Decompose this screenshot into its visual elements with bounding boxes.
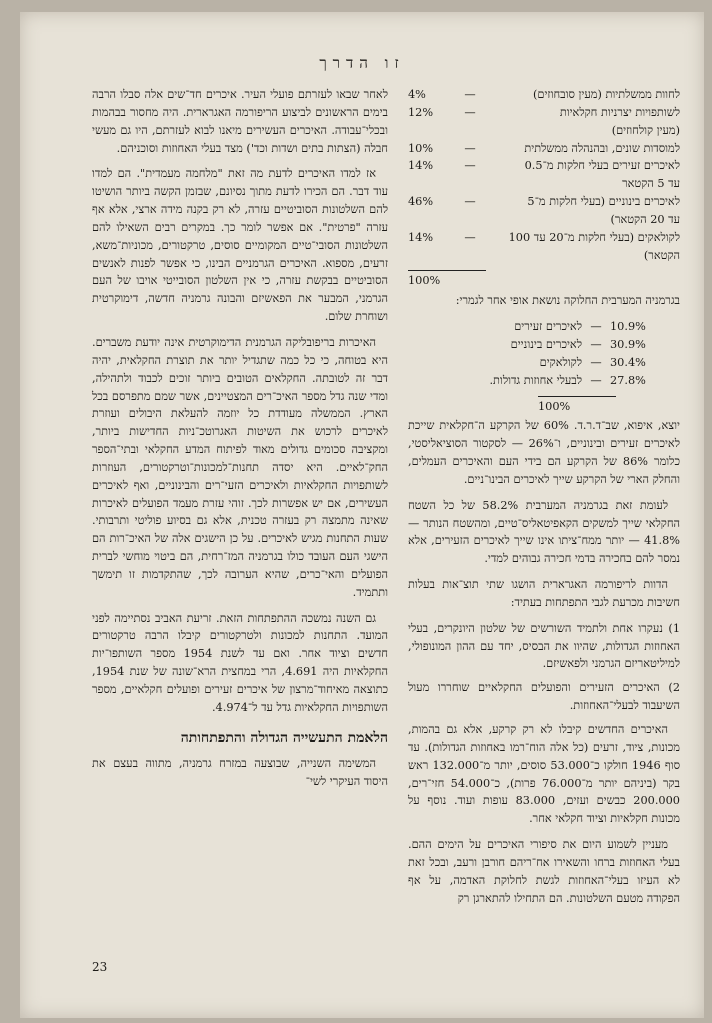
dash: — xyxy=(464,230,476,244)
comparison-label: לאיכרים זעירים xyxy=(514,320,582,334)
dash: — xyxy=(464,88,476,101)
comparison-label: לקולאקים xyxy=(539,355,582,369)
allocation-percent: 10% xyxy=(408,141,434,155)
allocation-row xyxy=(408,86,680,104)
dash: — xyxy=(464,105,476,119)
body-paragraph: יוצא, איפוא, שב־ד.ר.ד. 60% של הקרקע ה־חקלאית שייכת לאיכרים זעירים ובינוניים, ו־26% — לסקטור הסוציאליסטי, כלומר 86% של הקרקע הם בידי העם והאיכרים העמלים, והחלק הארי של הקרקע שייך לאיכרים הבינו־ניים. xyxy=(408,419,680,486)
numbered-item: 1) נעקרו אחת ולתמיד השורשים של שלטון היונקרים, בעלי האחוזות הגדולות, שהיוו את הבסיס, יחד עם ההון המונופולי, למיליטאריזם הגרמני ולפאשיזם. xyxy=(408,621,680,671)
comparison-percent: 30.9% xyxy=(610,337,646,351)
allocation-note: (מעין סובחוזים) xyxy=(533,88,602,101)
allocation-row xyxy=(408,104,680,122)
comparison-row: 30.9% — לאיכרים בינוניים xyxy=(408,336,680,354)
allocation-percent: 12% xyxy=(408,105,434,119)
comparison-row: 10.9% — לאיכרים זעירים xyxy=(408,318,680,336)
allocation-row xyxy=(408,229,680,247)
allocation-label: לשותפויות יצרניות חקלאיות xyxy=(559,105,680,119)
allocation-percent: 14% xyxy=(408,230,434,244)
body-paragraph: האיכרים החדשים קיבלו לא רק קרקע, אלא גם בהמות, מכונות, ציוד, זרעים (כל אלה הוח־רמו באחוזות הגדולות). עד סוף 1946 חולקו כ־53.000 סוסים, יותר מ־132.000 ראש בקר (ביניהם יותר מ־76.000 פרות), כ־54.000 חזי־רים, 200.000 כבשים ועזים, 83.000 עופות ועוד. נוסף על מכונות חקלאיות וציוד חקלאי אחר. xyxy=(408,723,680,826)
comparison-percent: 27.8% xyxy=(610,373,646,387)
comparison-table xyxy=(408,318,680,417)
right-column xyxy=(408,86,680,915)
dash: — xyxy=(464,195,476,209)
comparison-row: 27.8% — לבעלי אחוזות גדולות. xyxy=(408,372,680,390)
allocation-total: 100% xyxy=(408,270,486,290)
dash: — xyxy=(464,159,476,173)
allocation-continuation: עד 5 הקטאר xyxy=(622,177,680,191)
comparison-total: 100% xyxy=(538,396,616,416)
allocation-label: לחוות ממשלתיות xyxy=(605,88,680,101)
comparison-row: 30.4% — לקולאקים xyxy=(408,354,680,372)
section-heading: הלאמת התעשייה הגדולה והתפתחותה xyxy=(180,729,388,746)
allocation-row xyxy=(408,193,680,211)
allocation-continuation: הקטאר) xyxy=(643,248,680,262)
numbered-item: 2) האיכרים הזעירים והפועלים החקלאיים שוחררו מעול השיעבוד לבעלי־האחוזות. xyxy=(408,681,680,713)
body-paragraph: המשימה השנייה, שבוצעה במזרח גרמניה, מתווה בעצם את היסוד העיקרי לשי־ xyxy=(92,756,388,788)
body-paragraph: גם השנה נמשכה ההתפתחות הזאת. זריעת האביב נסתיימה לפני המועד. התחנות למכונות ולטרקטורים קיבלו הרבה טרקטורים חדשים וציוד אחר. ואם עד לשנת 1954 מספר השותפו־יות החקלאיות היה 4.691, הרי במחצית הרא־שונה של שנת 1954, כתוצאה מאיחוד־מרצון של איכרים זעירים ופועלים חקלאיים, מספר השותפויות החקלאיות גדל עד ל־4.974. xyxy=(92,611,388,714)
allocation-label: לאיכרים זעירים בעלי חלקות מ־0.5 xyxy=(524,159,680,173)
comparison-percent: 10.9% xyxy=(610,320,646,334)
running-header: זו הדרך xyxy=(319,54,405,72)
body-paragraph: לעומת זאת בגרמניה המערבית 58.2% של כל השטח החקלאי שייך למשקים הקאפיטאליס־טיים, ומהשטח הנותר — 41.8% — יותר ממח־ציתו אינו שייך לאיכרים הזעירים, אלא נמסר להם בחכירה בדמי חכירה גבוהים למדי. xyxy=(408,498,680,566)
body-paragraph: מעניין לשמוע היום את סיפורי האיכרים על הימים ההם. בעלי האחוזות ברחו והשאירו אח־ריהם חורבן ורעב, ובכל זאת לא העיזו בעלי־האחוזות לגשת לחלוקת האדמה, על אף הפקודה מטעם השלטונות. הם התחילו להתארגן רק xyxy=(408,838,680,905)
allocation-label: למוסדות שונים, ובהנהלה ממשלתית xyxy=(524,141,680,155)
dash: — xyxy=(464,141,476,155)
allocation-percent: 14% xyxy=(408,159,434,173)
body-paragraph: הדוות לריפורמה האגרארית הושגו שתי תוצ־אות בעלות חשיבות מכרעת לגבי התפתחות בעתיד: xyxy=(408,578,680,609)
allocation-label: לאיכרים בינוניים (בעלי חלקות מ־5 xyxy=(527,195,680,209)
allocation-row xyxy=(408,140,680,158)
allocation-continuation: (מעין קולחוזים) xyxy=(611,123,680,137)
body-paragraph: האיכרות בריפובליקה הגרמנית הדימוקרטית אינה יודעת משברים. היא בטוחה, כי כל כמה שתגדיל יותר את תוצרת החקלאית, יהיה דבר זה לטובתה. החקלאים הטובים ביותר זוכים לכבוד ולתהילה, ומדי שנה גדל מספר האיכ־רים המצטיינים, אשר שמם מתפרסם בכל הארץ. הממשלה מעודדת כל יוזמה להעלאת היבולים ועוזרת לאיכרים לרכוש את השיטות האגרוטכ־ניות החדישות ביותר, ומקציבה סכומים גדולים מאוד לפיתוח המדע החקלאי ובתי־הספר החק־לאיים. היא יסדה תחנות־למכונות־וטרקטורים, העוזרות לשותפויות החקלאיות ולאיכרים הזעי־רים והבינוניים, ואף לאיכרים העשירים, אם יש אפשרות לכך. זוהי עזרת מעמד הפועלים לאיכרות שאינה מתמצה רק בעזרה טכנית, אלא גם בסיוע פוליטי ותרבותי. שעות התחנות מגיש לאיכרים. על כן הישגים אלה של האיכ־רות הם הישגי העם העובד כולו בגרמניה המז־רחית, הם ביטוי מוחשי לברית הפועלים והאי־כרים, שהיא הערובה לכך, שהתקדמות זו תימשך ותתמיד. xyxy=(92,335,388,599)
allocation-table xyxy=(408,86,680,292)
comparison-label: לבעלי אחוזות גדולות. xyxy=(489,373,582,387)
body-paragraph: אז למדו האיכרים לדעת מה זאת "מלחמה מעמדית". הם למדו עוד דבר. הם הכירו לדעת מתוך נסיונם, שבזמן הקשה ביותר הושיטו להם השלטונות הסוביטיים עזרה, לא רק בקנה מידה ארצי, אלא אף עזרה "פרטית". אם אפשר לומר כך. במקרים רבים השאילו להם השלטונות הסובי־טיים המקומיים סוסים, טרקטורים, מכוניות־משא, זרעים, מספוא. האיכרים הגרמניים הבינו, כי אפשר לפנות לאנשים הסוביטיים בבקשת עזרה, כי אין השלטון הסובייטי אויבו של העם הגרמני, המבער את הפאשיזם והבונה גרמניה חדשה, דימוקרטית ושוחרת שלום. xyxy=(92,167,388,324)
comparison-intro: בגרמניה המערבית החלוקה נושאת אופי אחר לגמרי: xyxy=(455,294,680,308)
allocation-percent: 4% xyxy=(408,88,426,101)
body-paragraph: לאחר שבאו לעזרתם פועלי העיר. איכרים חד־שים אלה סבלו הרבה בימים הראשונים לביצוע הריפורמה האגרארית. היה מחסור בבהמות ובכלי־עבודה. האיכרים העשירים מיאנו לבוא לעזרתם, היו גם מעשי חבלה (הצתות בתים ושדות וכד') מצד בעלי האחוזות וסוכניהם. xyxy=(92,88,388,155)
comparison-percent: 30.4% xyxy=(610,355,646,369)
book-page xyxy=(20,12,704,1018)
left-column xyxy=(92,86,388,798)
page-number: 23 xyxy=(92,960,108,974)
allocation-percent: 46% xyxy=(408,195,434,209)
allocation-row xyxy=(408,157,680,175)
comparison-label: לאיכרים בינוניים xyxy=(510,337,582,351)
allocation-label: לקולאקים (בעלי חלקות מ־20 עד 100 xyxy=(508,230,680,244)
allocation-continuation: עד 20 הקטאר) xyxy=(610,212,680,226)
